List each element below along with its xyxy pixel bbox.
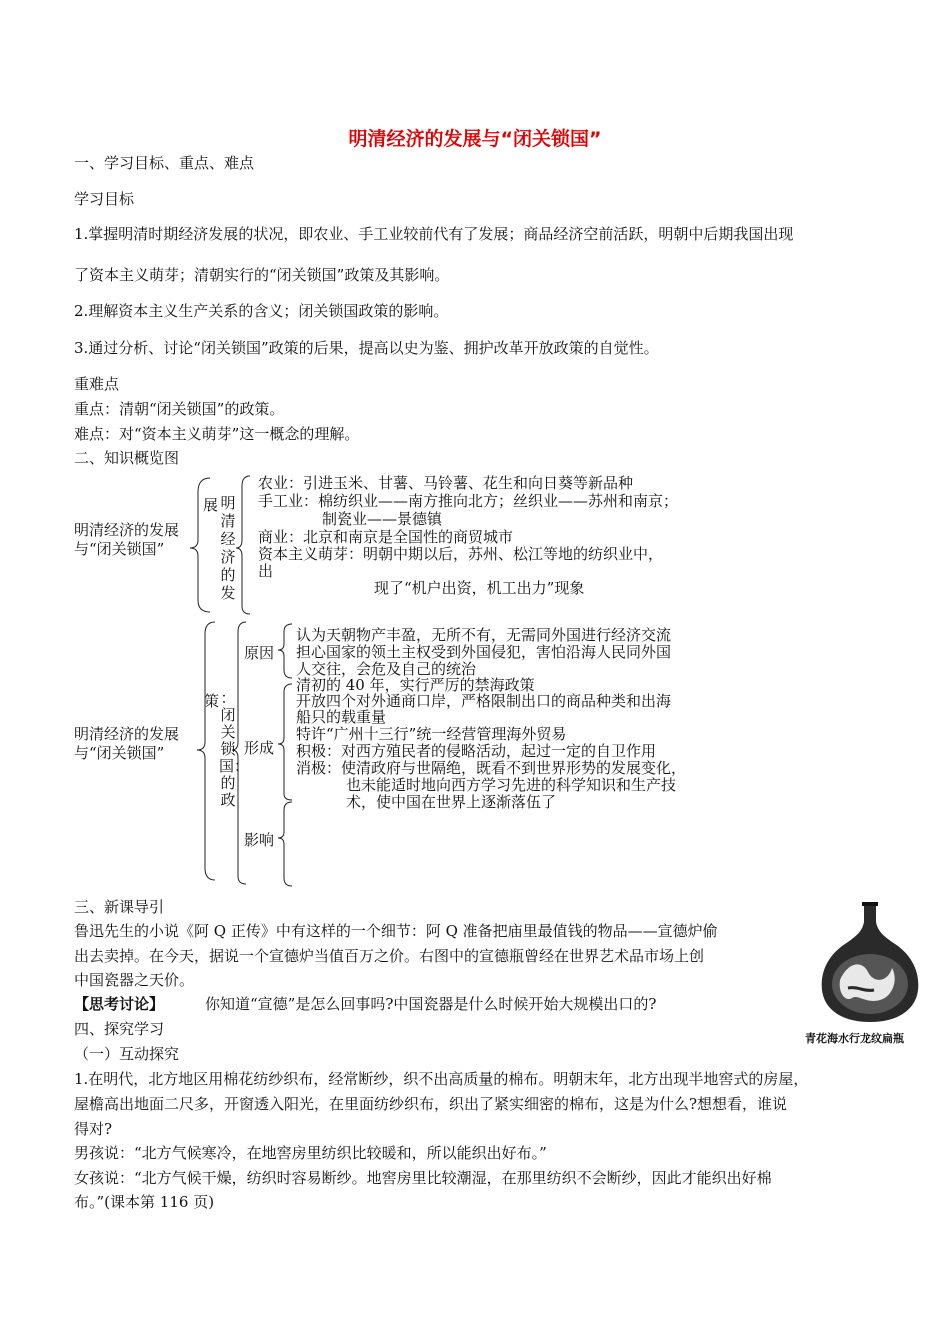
reason-label: 原因 bbox=[244, 644, 275, 662]
vase-caption: 青花海水行龙纹扁瓶 bbox=[805, 1032, 904, 1045]
bracket-policy bbox=[197, 622, 215, 880]
section-3-heading: 三、新课导引 bbox=[74, 898, 165, 916]
diagram-root-2-line-2: 与“闭关锁国” bbox=[74, 744, 165, 762]
page-title: 明清经济的发展与“闭关锁国” bbox=[348, 128, 602, 150]
difficult-point: 难点：对“资本主义萌芽”这一概念的理解。 bbox=[74, 425, 360, 443]
question-1-line-1: 1.在明代，北方地区用棉花纺纱织布，经常断纱，织不出高质量的棉布。明朝末年，北方出现半地窖式的房屋， bbox=[74, 1070, 809, 1088]
effect-label: 影响 bbox=[244, 831, 275, 849]
goal-2: 2.理解资本主义生产关系的含义；闭关锁国政策的影响。 bbox=[74, 302, 449, 320]
intro-line-2: 出去卖掉。在今天，据说一个宣德炉当值百万之价。右图中的宣德瓶曾经在世界艺术品市场上创 bbox=[74, 947, 705, 965]
handicraft-line-1: 手工业：棉纺织业——南方推向北方；丝织业——苏州和南京； bbox=[258, 492, 679, 510]
formation-label: 形成 bbox=[244, 739, 275, 757]
key-heading: 重难点 bbox=[74, 375, 120, 393]
effect-negative-3: 术，使中国在世界上逐渐落伍了 bbox=[346, 793, 557, 811]
vase-image bbox=[818, 902, 922, 1024]
diagram-root-1-line-1: 明清经济的发展 bbox=[74, 521, 180, 539]
agriculture: 农业：引进玉米、甘薯、马铃薯、花生和向日葵等新品种 bbox=[258, 474, 634, 492]
diagram-root-1-line-2: 与“闭关锁国” bbox=[74, 540, 165, 558]
goal-heading: 学习目标 bbox=[74, 190, 135, 208]
capitalism-line-1: 资本主义萌芽：明朝中期以后，苏州、松江等地的纺织业中， bbox=[258, 545, 664, 563]
effect-negative-1: 消极：使清政府与世隔绝，既看不到世界形势的发展变化， bbox=[296, 759, 687, 777]
bracket-reason bbox=[278, 624, 292, 678]
commerce: 商业：北京和南京是全国性的商贸城市 bbox=[258, 528, 514, 546]
formation-4: 特许“广州十三行”统一经营管理海外贸易 bbox=[296, 725, 567, 743]
key-point: 重点：清朝“闭关锁国”的政策。 bbox=[74, 400, 285, 418]
diagram-branch-1-label: 明清经济的发 bbox=[220, 494, 236, 602]
diagram-branch-2-label: ：闭关锁国：的政 bbox=[219, 689, 250, 809]
formation-1: 清初的 40 年，实行严厉的禁海政策 bbox=[296, 676, 535, 694]
section-1-heading: 一、学习目标、重点、难点 bbox=[74, 154, 255, 172]
question-1-line-3: 得对? bbox=[74, 1120, 113, 1138]
discussion-label: 【思考讨论】 bbox=[74, 995, 165, 1013]
handicraft-line-2: 制瓷业——景德镇 bbox=[322, 510, 443, 528]
intro-line-3: 中国瓷器之天价。 bbox=[74, 971, 195, 989]
question-1-line-2: 屋檐高出地面二尺多，开窗透入阳光，在里面纺纱织布，织出了紧实细密的棉布，这是为什么?想想看，谁说 bbox=[74, 1095, 788, 1113]
girl-answer-line-1: 女孩说：“北方气候干燥，纺织时容易断纱。地窖房里比较潮湿，在那里纺织不会断纱，因此才能织出好棉 bbox=[74, 1169, 772, 1187]
diagram-branch-2-side: 策 bbox=[204, 692, 220, 710]
subsection-heading: （一）互动探究 bbox=[74, 1045, 180, 1063]
capitalism-line-3: 现了“机户出资，机工出力”现象 bbox=[374, 579, 585, 597]
section-4-heading: 四、探究学习 bbox=[74, 1020, 165, 1038]
reason-1: 认为天朝物产丰盈，无所不有，无需同外国进行经济交流 bbox=[296, 626, 672, 644]
boy-answer: 男孩说：“北方气候寒冷，在地窖房里纺织比较暖和，所以能织出好布。” bbox=[74, 1144, 547, 1162]
effect-positive: 积极：对西方殖民者的侵略活动，起过一定的自卫作用 bbox=[296, 742, 657, 760]
capitalism-line-2: 出 bbox=[258, 562, 274, 580]
goal-1-line-1: 1.掌握明清时期经济发展的状况，即农业、手工业较前代有了发展；商品经济空前活跃，明朝中后期我国出现 bbox=[74, 225, 794, 243]
bracket-effect bbox=[278, 802, 292, 886]
intro-line-1: 鲁迅先生的小说《阿 Q 正传》中有这样的一个细节：阿 Q 准备把庙里最值钱的物品——宣德炉偷 bbox=[74, 922, 718, 940]
girl-answer-line-2: 布。”(课本第 116 页) bbox=[74, 1193, 215, 1211]
formation-3: 船只的载重量 bbox=[296, 708, 387, 726]
reason-3: 人交往，会危及自己的统治 bbox=[296, 660, 477, 678]
discussion-question: 你知道“宣德”是怎么回事吗?中国瓷器是什么时候开始大规模出口的? bbox=[205, 995, 657, 1013]
effect-negative-2: 也未能适时地向西方学习先进的科学知识和生产技 bbox=[346, 776, 677, 794]
diagram-branch-1-side: 展 bbox=[203, 496, 219, 514]
diagram-root-2-line-1: 明清经济的发展 bbox=[74, 725, 180, 743]
goal-1-line-2: 了资本主义萌芽；清朝实行的“闭关锁国”政策及其影响。 bbox=[74, 266, 450, 284]
goal-3: 3.通过分析、讨论“闭关锁国”政策的后果，提高以史为鉴、拥护改革开放政策的自觉性。 bbox=[74, 339, 659, 357]
section-2-heading: 二、知识概览图 bbox=[74, 449, 180, 467]
reason-2: 担心国家的领土主权受到外国侵犯，害怕沿海人民同外国 bbox=[296, 643, 672, 661]
bracket-form bbox=[278, 684, 292, 800]
formation-2: 开放四个对外通商口岸，严格限制出口的商品种类和出海 bbox=[296, 692, 672, 710]
bracket-economy-sub bbox=[236, 476, 250, 614]
